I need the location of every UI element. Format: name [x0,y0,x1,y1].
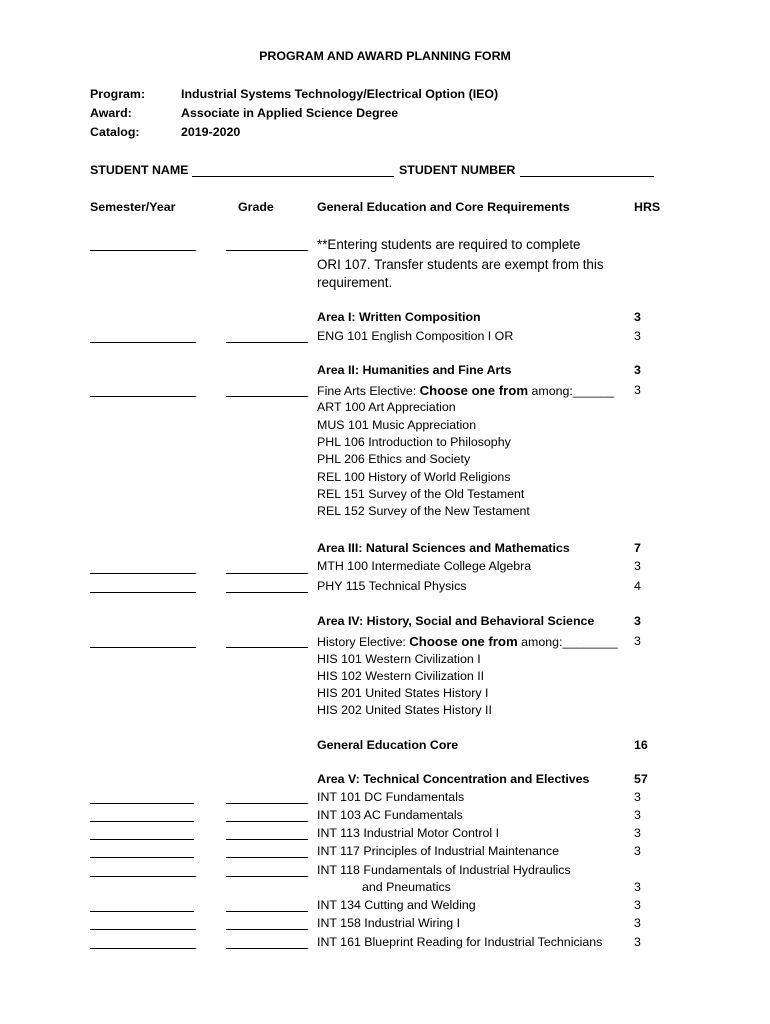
ori-note-line1: **Entering students are required to complete [317,237,581,252]
int158-course: INT 158 Industrial Wiring I [317,916,461,930]
student-name-label: STUDENT NAME [90,163,189,177]
history-option: HIS 201 United States History I [317,686,489,700]
semester-field-fine-arts[interactable] [90,396,196,397]
fine-arts-option: REL 100 History of World Religions [317,470,511,484]
student-name-field[interactable] [192,176,394,177]
area5-title: Area V: Technical Concentration and Electives [317,772,590,786]
program-value: Industrial Systems Technology/Electrical Option (IEO) [181,87,499,101]
int101-hrs: 3 [634,790,641,804]
fine-arts-option: PHL 206 Ethics and Society [317,452,471,466]
history-suffix: among:________ [517,635,618,649]
student-number-field[interactable] [520,176,654,177]
grade-field-int117[interactable] [226,857,308,858]
history-elective [317,634,618,650]
grade-field-int161[interactable] [226,948,308,949]
fine-arts-prefix: Fine Arts Elective: [317,384,420,398]
int103-hrs: 3 [634,808,641,822]
grade-field-mth100[interactable] [226,573,308,574]
history-choose: Choose one from [409,634,518,649]
fine-arts-suffix: among:______ [528,384,615,398]
fine-arts-choose: Choose one from [419,383,529,398]
history-option: HIS 202 United States History II [317,703,492,717]
fine-arts-option: PHL 106 Introduction to Philosophy [317,435,511,449]
history-option: HIS 102 Western Civilization II [317,669,485,683]
program-label: Program: [90,87,146,101]
semester-field-int103[interactable] [90,821,194,822]
semester-field-ori[interactable] [90,250,196,251]
area1-title: Area I: Written Composition [317,310,481,324]
int103-course: INT 103 AC Fundamentals [317,808,463,822]
int118-course: INT 118 Fundamentals of Industrial Hydraulics [317,863,571,877]
catalog-value: 2019-2020 [181,125,241,139]
fine-arts-option: ART 100 Art Appreciation [317,400,456,414]
history-hrs: 3 [634,634,641,648]
mth100-course: MTH 100 Intermediate College Algebra [317,559,532,573]
semester-field-history[interactable] [90,647,196,648]
int161-hrs: 3 [634,935,641,949]
semester-field-int101[interactable] [90,803,194,804]
history-prefix: History Elective: [317,635,410,649]
area2-hrs: 3 [634,363,641,377]
award-label: Award: [90,106,132,120]
award-value: Associate in Applied Science Degree [181,106,399,120]
hrs-header: HRS [634,200,661,214]
grade-field-ori[interactable] [226,250,308,251]
semester-field-mth100[interactable] [90,573,196,574]
semester-field-int158[interactable] [90,929,196,930]
semester-field-int117[interactable] [90,857,194,858]
grade-field-int113[interactable] [226,839,308,840]
area3-hrs: 7 [634,541,641,555]
grade-header: Grade [238,200,274,214]
eng101-hrs: 3 [634,329,641,343]
area2-title: Area II: Humanities and Fine Arts [317,363,512,377]
area4-title: Area IV: History, Social and Behavioral Science [317,614,595,628]
int101-course: INT 101 DC Fundamentals [317,790,465,804]
area3-title: Area III: Natural Sciences and Mathematics [317,541,570,555]
int134-hrs: 3 [634,898,641,912]
form-title: PROGRAM AND AWARD PLANNING FORM [259,49,511,63]
int134-course: INT 134 Cutting and Welding [317,898,476,912]
int113-course: INT 113 Industrial Motor Control I [317,826,500,840]
area5-hrs: 57 [634,772,648,786]
requirements-header: General Education and Core Requirements [317,200,570,214]
int117-hrs: 3 [634,844,641,858]
phy115-course: PHY 115 Technical Physics [317,579,467,593]
fine-arts-option: MUS 101 Music Appreciation [317,418,477,432]
grade-field-phy115[interactable] [226,592,308,593]
semester-field-int113[interactable] [90,839,194,840]
fine-arts-hrs: 3 [634,383,641,397]
student-number-label: STUDENT NUMBER [399,163,516,177]
area1-hrs: 3 [634,310,641,324]
semester-field-int134[interactable] [90,911,194,912]
gen-ed-core-label: General Education Core [317,738,459,752]
grade-field-history[interactable] [226,647,308,648]
grade-field-int118[interactable] [226,876,308,877]
int158-hrs: 3 [634,916,641,930]
grade-field-int101[interactable] [226,803,308,804]
fine-arts-option: REL 152 Survey of the New Testament [317,504,530,518]
fine-arts-elective [317,383,614,399]
phy115-hrs: 4 [634,579,641,593]
int113-hrs: 3 [634,826,641,840]
semester-field-int118[interactable] [90,876,196,877]
int118-course-cont: and Pneumatics [362,880,451,894]
catalog-label: Catalog: [90,125,140,139]
area4-hrs: 3 [634,614,641,628]
fine-arts-option: REL 151 Survey of the Old Testament [317,487,525,501]
grade-field-fine-arts[interactable] [226,396,308,397]
semester-field-int161[interactable] [90,948,196,949]
semester-field-eng101[interactable] [90,342,196,343]
eng101-course: ENG 101 English Composition I OR [317,329,514,343]
mth100-hrs: 3 [634,559,641,573]
grade-field-eng101[interactable] [226,342,308,343]
grade-field-int103[interactable] [226,821,308,822]
grade-field-int134[interactable] [226,911,308,912]
ori-note-line2: ORI 107. Transfer students are exempt from this [317,257,604,272]
history-option: HIS 101 Western Civilization I [317,652,481,666]
grade-field-int158[interactable] [226,929,308,930]
int161-course: INT 161 Blueprint Reading for Industrial Technicians [317,935,603,949]
semester-year-header: Semester/Year [90,200,176,214]
ori-note-line3: requirement. [317,275,393,290]
gen-ed-core-hrs: 16 [634,738,648,752]
int117-course: INT 117 Principles of Industrial Maintenance [317,844,559,858]
semester-field-phy115[interactable] [90,592,196,593]
int118-hrs: 3 [634,880,641,894]
